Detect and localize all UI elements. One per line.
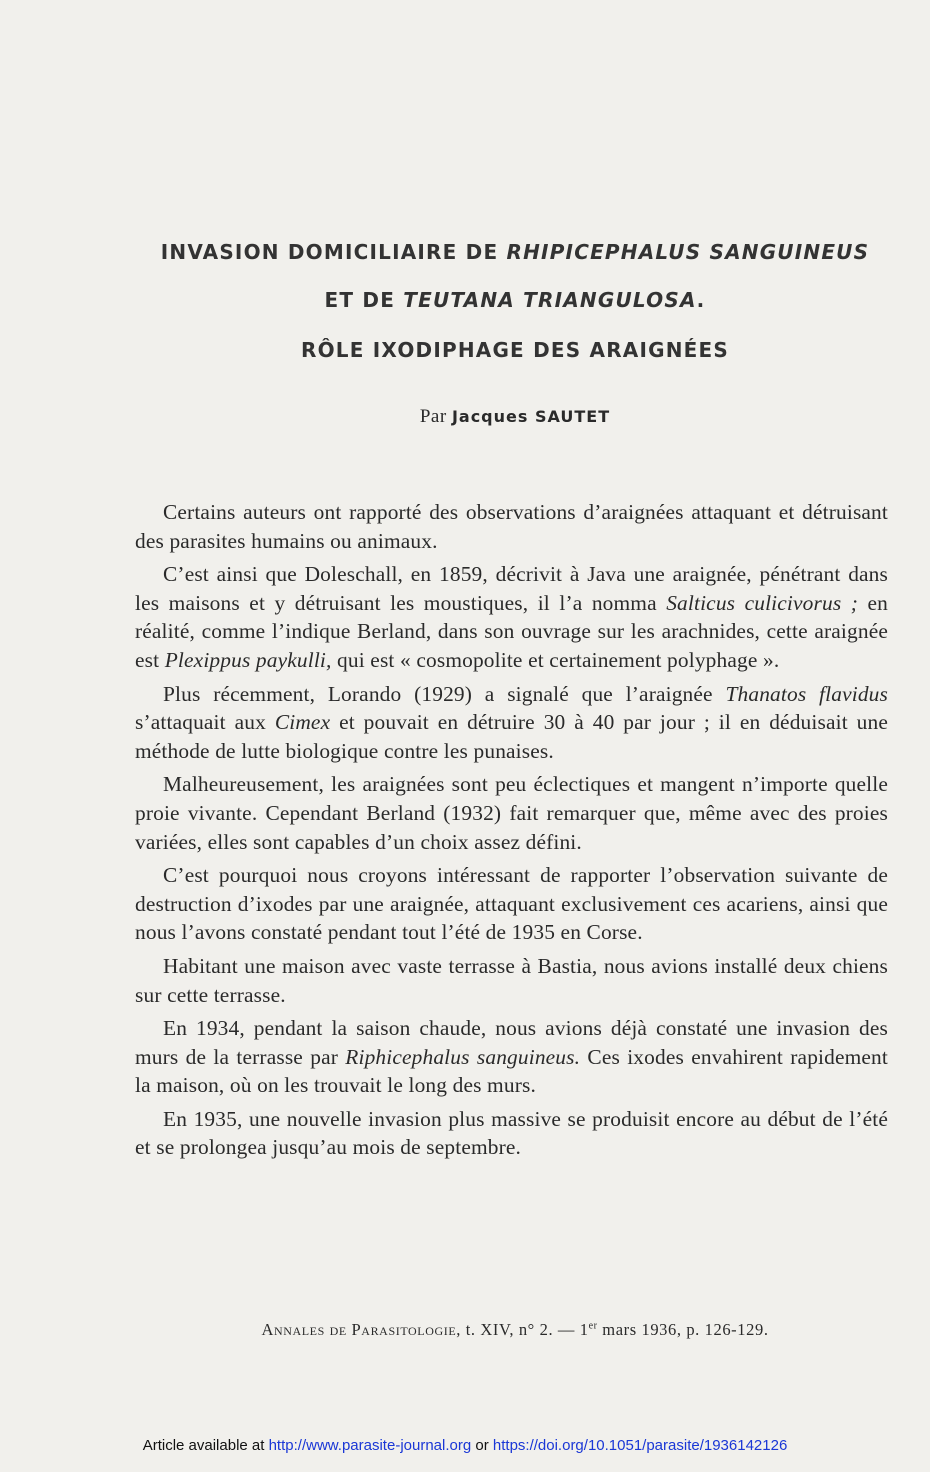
date-pages: mars 1936, p. 126-129. [597,1320,769,1339]
paragraph-text: En 1935, une nouvelle invasion plus massive se produisit encore au début de l’été et se prolongea jusqu’au mois de septembre. [135,1106,888,1160]
title-species-name: RHIPICEPHALUS SANGUINEUS [506,240,870,264]
title-line-3: RÔLE IXODIPHAGE DES ARAIGNÉES [301,338,729,362]
species-name: Cimex [274,710,331,735]
species-name: Riphicephalus sanguineus. [345,1044,581,1069]
author-line [135,406,895,428]
author-prefix: Par [419,406,452,427]
author-name: Jacques SAUTET [451,407,611,426]
availability-separator: or [471,1437,493,1454]
paragraph [135,560,888,674]
availability-notice [0,1437,930,1454]
paragraph-text: Malheureusement, les araignées sont peu éclectiques et mangent n’importe quelle proie vivante. Cependant Berland (1932) fait remarquer que, même avec des proies variées, elles sont capables d’un choix assez défini. [135,772,888,854]
paragraph-text: en réalité, comme l’indique Berland, dans son ouvrage sur les arachnides, cette araignée est [135,590,888,672]
paragraph-text: C’est ainsi que Doleschall, en 1859, décrivit à Java une araignée, pénétrant dans les maisons et y détruisant les moustiques, il l’a nomma [135,562,888,615]
paragraph-text: Plus récemment, Lorando (1929) a signalé que l’araignée [163,681,726,706]
title-line-2 [135,288,895,312]
title-text: . [696,288,706,312]
paragraph [135,498,888,555]
paragraph-text: et pouvait en détruire 30 à 40 par jour ; il en déduisait une méthode de lutte biologique contre les punaises. [135,710,888,763]
paragraph-text: qui est « cosmopolite et certainement polyphage ». [331,647,780,672]
paragraph-text: En 1934, pendant la saison chaude, nous avions déjà constaté une invasion des murs de la terrasse par [135,1016,888,1069]
journal-link[interactable]: http://www.parasite-journal.org [268,1437,472,1454]
paragraph-text: Ces ixodes envahirent rapidement la maison, où on les trouvait le long des murs. [135,1044,888,1098]
article-body [135,498,888,1167]
superscript: er [588,1320,598,1332]
journal-name: Annales de Parasitologie, [261,1320,462,1339]
title-text: INVASION DOMICILIAIRE DE [160,240,507,264]
paragraph [135,861,888,947]
paragraph-text: C’est pourquoi nous croyons intéressant de rapporter l’observation suivante de destruction d’ixodes par une araignée, attaquant exclusivement ces acariens, ainsi que nous l’avons constaté pendant tout l’été de 1935 en Corse. [135,863,888,945]
paragraph [135,680,888,766]
paragraph-text: s’attaquait aux [135,710,275,735]
title-text: ET DE [324,288,404,312]
species-name: Salticus culicivorus ; [666,590,859,615]
paragraph [135,770,888,856]
paragraph-text: Habitant une maison avec vaste terrasse à Bastia, nous avions installé deux chiens sur cette terrasse. [135,953,888,1007]
doi-link[interactable]: https://doi.org/10.1051/parasite/1936142126 [492,1437,788,1454]
paragraph-text: Certains auteurs ont rapporté des observations d’araignées attaquant et détruisant des parasites humains ou animaux. [135,500,888,553]
species-name: Plexippus paykulli, [164,647,332,672]
title-species-name: TEUTANA TRIANGULOSA [403,288,697,312]
paragraph [135,952,888,1009]
volume-info: t. XIV, n° 2. — 1 [461,1320,589,1339]
title-line-1 [135,240,895,264]
paragraph [135,1105,888,1162]
paragraph [135,1014,888,1100]
species-name: Thanatos flavidus [725,681,888,706]
availability-prefix: Article available at [142,1437,269,1454]
citation-footer [135,1320,895,1340]
